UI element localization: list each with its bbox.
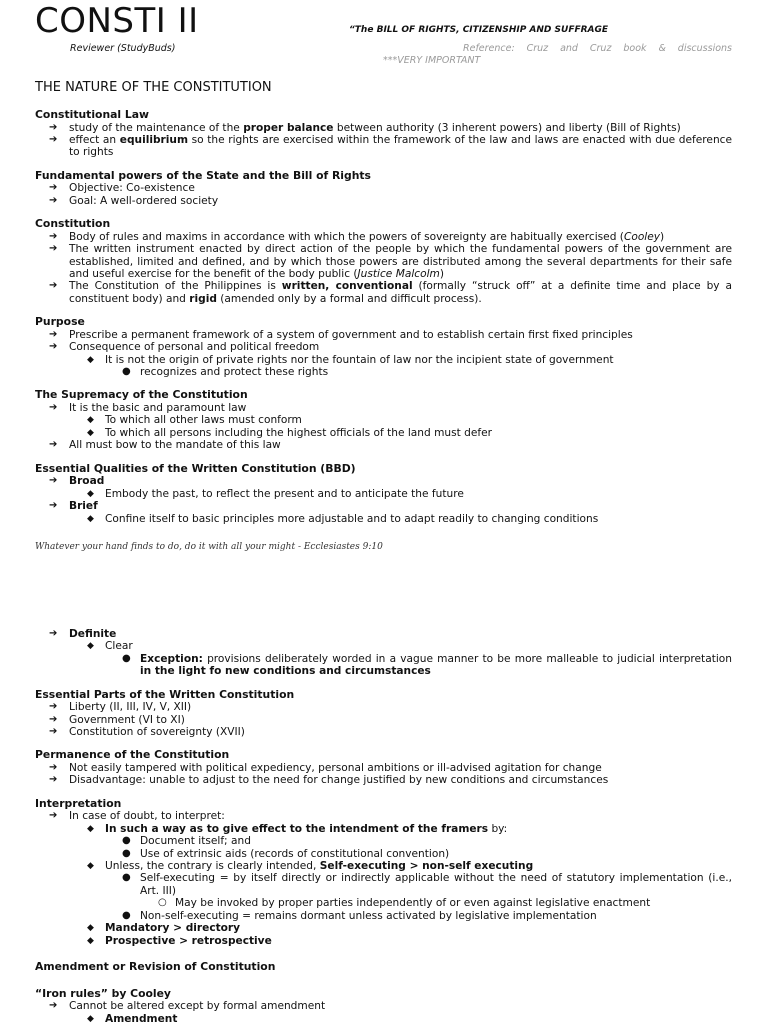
list-item: ➔ Goal: A well-ordered society bbox=[49, 194, 219, 207]
arrow-icon: ➔ bbox=[49, 774, 58, 786]
important-note: ***VERY IMPORTANT bbox=[383, 55, 481, 66]
heading-constitution: Constitution bbox=[35, 217, 111, 231]
list-item: ● Exception: provisions deliberately worded in a vague manner to be more malleable to judicial interpretation in the light fo new conditions and circumstances bbox=[122, 652, 732, 678]
list-supremacy bbox=[35, 402, 732, 452]
list-constitutional-law bbox=[35, 122, 732, 159]
bullet-icon: ● bbox=[122, 847, 131, 859]
list-item: ➔ In case of doubt, to interpret: bbox=[49, 810, 225, 823]
heading-supremacy: The Supremacy of the Constitution bbox=[35, 388, 248, 402]
list-item: ○ May be invoked by proper parties independently of or even against legislative enactment bbox=[158, 897, 651, 910]
arrow-icon: ➔ bbox=[49, 402, 58, 414]
list-item: ● Use of extrinsic aids (records of constitutional convention) bbox=[122, 847, 450, 860]
arrow-icon: ➔ bbox=[49, 500, 58, 512]
list-item: ◆ Confine itself to basic principles more adjustable and to adapt readily to changing conditions bbox=[87, 512, 599, 525]
list-item: ➔ Consequence of personal and political freedom bbox=[49, 341, 320, 354]
arrow-icon: ➔ bbox=[49, 230, 58, 242]
diamond-icon: ◆ bbox=[87, 427, 94, 438]
list-item: ➔ Liberty (II, III, IV, V, XII) bbox=[49, 701, 192, 714]
header-quote: “The BILL OF RIGHTS, CITIZENSHIP AND SUFFRAGE bbox=[349, 25, 609, 35]
list-item: ◆ Mandatory > directory bbox=[87, 922, 241, 935]
list-iron-rules bbox=[35, 1000, 732, 1025]
heading-permanence: Permanence of the Constitution bbox=[35, 748, 230, 762]
list-item: ➔ Cannot be altered except by formal amendment bbox=[49, 1000, 326, 1013]
diamond-icon: ◆ bbox=[87, 488, 94, 499]
list-item: ➔ Broad bbox=[49, 475, 105, 488]
page-1-content bbox=[35, 80, 732, 525]
arrow-icon: ➔ bbox=[49, 243, 58, 255]
heading-essential-qualities: Essential Qualities of the Written Constitution (BBD) bbox=[35, 461, 356, 475]
list-item: ◆ Unless, the contrary is clearly intended, Self-executing > non-self executing bbox=[87, 860, 534, 873]
arrow-icon: ➔ bbox=[49, 726, 58, 738]
diamond-icon: ◆ bbox=[87, 513, 94, 524]
diamond-icon: ◆ bbox=[87, 823, 94, 834]
list-item: ➔ Brief bbox=[49, 500, 98, 513]
list-purpose bbox=[35, 329, 732, 379]
arrow-icon: ➔ bbox=[49, 713, 58, 725]
list-item: ● Non-self-executing = remains dormant unless activated by legislative implementation bbox=[122, 909, 597, 922]
arrow-icon: ➔ bbox=[49, 328, 58, 340]
list-item: ➔ The Constitution of the Philippines is written, conventional (formally “struck off” at a definite time and place by a constituent body) and rigid (amended only by a formal and difficult process). bbox=[49, 280, 733, 305]
list-item: ➔ study of the maintenance of the proper balance between authority (3 inherent powers) and liberty (Bill of Rights) bbox=[49, 121, 681, 134]
list-item: ➔ All must bow to the mandate of this law bbox=[49, 439, 281, 452]
arrow-icon: ➔ bbox=[49, 1000, 58, 1012]
list-item: ➔ Government (VI to XI) bbox=[49, 713, 185, 726]
list-item: ➔ Objective: Co-existence bbox=[49, 182, 195, 195]
list-item: ● Document itself; and bbox=[122, 835, 251, 848]
list-item: ● Self-executing = by itself directly or indirectly applicable without the need of statutory implementation (i.e., Art. III) bbox=[122, 872, 732, 897]
heading-amendment: Amendment or Revision of Constitution bbox=[35, 959, 276, 973]
arrow-icon: ➔ bbox=[49, 701, 58, 713]
reference-note: Reference: Cruz and Cruz book & discussions bbox=[463, 43, 732, 54]
list-essential-parts bbox=[35, 701, 732, 738]
footer-verse: Whatever your hand finds to do, do it with all your might - Ecclesiastes 9:10 bbox=[35, 542, 383, 552]
diamond-icon: ◆ bbox=[87, 1013, 94, 1024]
arrow-icon: ➔ bbox=[49, 134, 58, 145]
list-item: ➔ effect an equilibrium so the rights are exercised within the framework of the law and laws are enacted with due deference to rights bbox=[49, 134, 732, 159]
list-item: ➔ Prescribe a permanent framework of a system of government and to establish certain first fixed principles bbox=[49, 328, 633, 341]
heading-essential-parts: Essential Parts of the Written Constitution bbox=[35, 687, 295, 701]
list-definite bbox=[35, 628, 732, 678]
page-2-content bbox=[35, 628, 732, 1025]
diamond-icon: ◆ bbox=[87, 861, 94, 872]
list-item: ◆ Embody the past, to reflect the present and to anticipate the future bbox=[87, 487, 464, 500]
arrow-icon: ➔ bbox=[49, 280, 58, 292]
diamond-icon: ◆ bbox=[87, 415, 94, 426]
document-title: CONSTI II bbox=[35, 1, 199, 41]
diamond-icon: ◆ bbox=[87, 923, 94, 934]
list-item: ➔ The written instrument enacted by direct action of the people by which the fundamental powers of the government are established, limited and defined, and by which those powers are distributed among the several departments for their safe and useful exercise for the benefit of the body public (Justice Malcolm) bbox=[49, 243, 732, 281]
arrow-icon: ➔ bbox=[49, 628, 58, 639]
list-item: ◆ Clear bbox=[87, 640, 133, 653]
list-item: ◆ To which all persons including the highest officials of the land must defer bbox=[87, 426, 493, 439]
diamond-icon: ◆ bbox=[87, 935, 94, 946]
list-permanence bbox=[35, 762, 732, 787]
heading-purpose: Purpose bbox=[35, 315, 85, 329]
arrow-icon: ➔ bbox=[49, 182, 58, 194]
bullet-icon: ● bbox=[122, 835, 131, 847]
section-title: THE NATURE OF THE CONSTITUTION bbox=[35, 80, 272, 95]
list-item: ➔ Not easily tampered with political expediency, personal ambitions or ill-advised agitation for change bbox=[49, 762, 602, 775]
circle-icon: ○ bbox=[158, 897, 167, 909]
list-item: ➔ Body of rules and maxims in accordance with which the powers of sovereignty are habitually exercised (Cooley) bbox=[49, 230, 665, 243]
arrow-icon: ➔ bbox=[49, 475, 58, 487]
heading-fundamental-powers: Fundamental powers of the State and the Bill of Rights bbox=[35, 168, 371, 182]
heading-iron-rules: “Iron rules” by Cooley bbox=[35, 986, 171, 1000]
arrow-icon: ➔ bbox=[49, 121, 58, 133]
arrow-icon: ➔ bbox=[49, 762, 58, 774]
arrow-icon: ➔ bbox=[49, 341, 58, 353]
arrow-icon: ➔ bbox=[49, 810, 58, 822]
list-item: ◆ Prospective > retrospective bbox=[87, 934, 272, 947]
list-essential-qualities bbox=[35, 475, 732, 525]
list-item: ➔ Constitution of sovereignty (XVII) bbox=[49, 726, 245, 739]
arrow-icon: ➔ bbox=[49, 194, 58, 206]
list-fundamental-powers bbox=[35, 182, 732, 207]
list-item: ◆ Amendment bbox=[87, 1012, 178, 1025]
heading-constitutional-law: Constitutional Law bbox=[35, 108, 150, 121]
document-subtitle: Reviewer (StudyBuds) bbox=[70, 43, 176, 54]
list-item: ◆ It is not the origin of private rights nor the fountain of law nor the incipient state of government bbox=[87, 353, 614, 366]
list-item: ◆ In such a way as to give effect to the intendment of the framers by: bbox=[87, 822, 508, 835]
list-item: ➔ Disadvantage: unable to adjust to the need for change justified by new conditions and circumstances bbox=[49, 774, 609, 787]
diamond-icon: ◆ bbox=[87, 641, 94, 652]
list-item: ➔ Definite bbox=[49, 628, 117, 640]
bullet-icon: ● bbox=[122, 872, 131, 884]
bullet-icon: ● bbox=[122, 909, 131, 921]
bullet-icon: ● bbox=[122, 366, 131, 378]
diamond-icon: ◆ bbox=[87, 354, 94, 365]
list-item: ◆ To which all other laws must conform bbox=[87, 414, 302, 427]
arrow-icon: ➔ bbox=[49, 439, 58, 451]
list-item: ➔ It is the basic and paramount law bbox=[49, 402, 247, 415]
list-constitution bbox=[35, 231, 732, 305]
heading-interpretation: Interpretation bbox=[35, 796, 122, 810]
bullet-icon: ● bbox=[122, 652, 131, 664]
list-interpretation bbox=[35, 810, 732, 946]
list-item: ● recognizes and protect these rights bbox=[122, 366, 329, 379]
